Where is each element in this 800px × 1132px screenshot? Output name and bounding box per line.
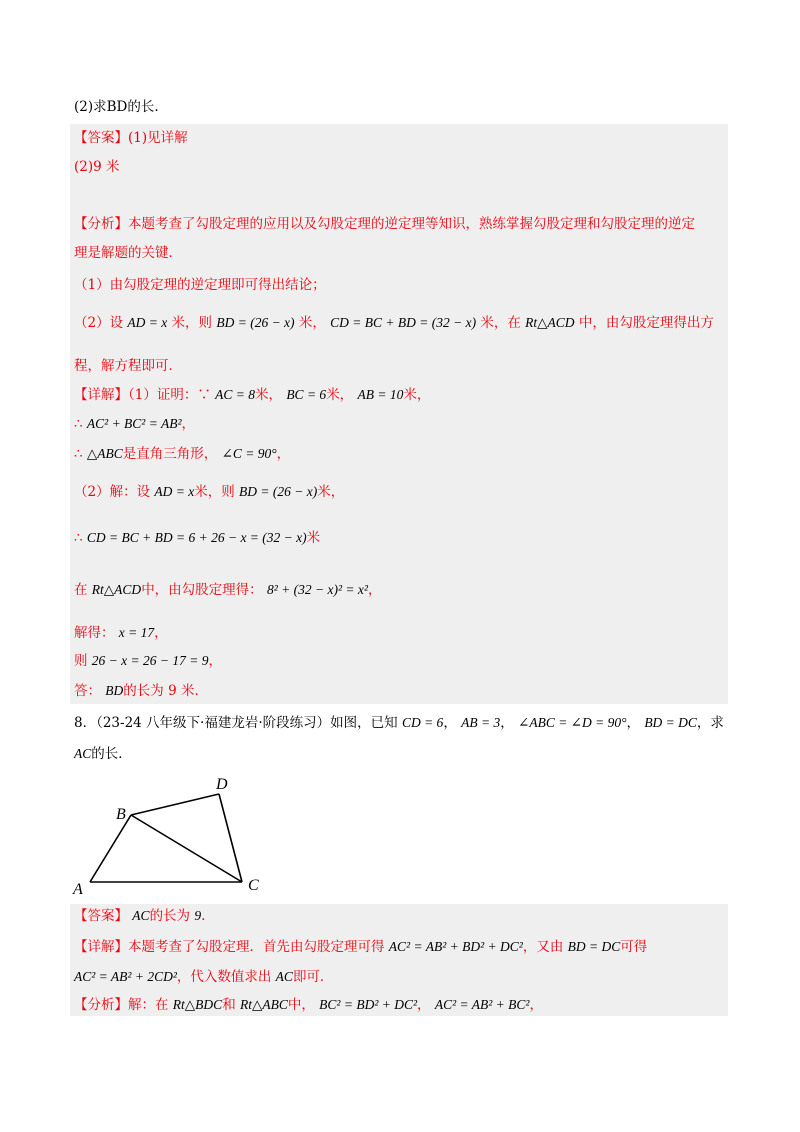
detail-2-line-2: AC² = AB² + 2CD²，代入数值求出 AC即可．	[74, 969, 334, 985]
analysis-line-2: 理是解题的关键．	[74, 245, 182, 261]
detail-line-2: ∴ AC² + BC² = AB²，	[74, 416, 196, 432]
detail-line-1: 【详解】（1）证明：∵ AC = 8米， BC = 6米， AB = 10米，	[74, 387, 431, 403]
label-b: B	[116, 806, 126, 823]
label-c: C	[248, 877, 259, 894]
detail-line-3: ∴ △ABC是直角三角形， ∠C = 90°，	[74, 446, 291, 462]
detail-line-7: 解得： x = 17，	[74, 625, 168, 641]
figure-lines	[90, 794, 242, 882]
label-a: A	[73, 881, 83, 898]
geometry-figure	[70, 770, 270, 900]
label-d: D	[216, 776, 228, 793]
detail-line-6: 在 Rt△ACD中，由勾股定理得： 8² + (32 − x)² = x²，	[74, 582, 382, 598]
segment-bc	[131, 815, 242, 882]
segment-dc	[219, 794, 242, 882]
analysis-2: 【分析】解：在 Rt△BDC和 Rt△ABC中， BC² = BD² + DC²， AC² = AB² + BC²，	[74, 997, 543, 1013]
answer-line-1: 【答案】(1)见详解	[74, 130, 188, 146]
analysis-line-5: 程，解方程即可．	[74, 358, 182, 374]
detail-line-5: ∴ CD = BC + BD = 6 + 26 − x = (32 − x)米	[74, 530, 321, 546]
detail-2-line-1: 【详解】本题考查了勾股定理．首先由勾股定理可得 AC² = AB² + BD² + DC²，又由 BD = DC可得	[74, 939, 648, 955]
analysis-line-4: （2）设 AD = x 米，则 BD = (26 − x) 米， CD = BC + BD = (32 − x) 米，在 Rt△ACD 中，由勾股定理得出方	[74, 315, 714, 331]
segment-ab	[90, 815, 131, 882]
analysis-line-3: （1）由勾股定理的逆定理即可得出结论；	[74, 277, 326, 293]
detail-line-4: （2）解：设 AD = x米，则 BD = (26 − x)米，	[74, 484, 345, 500]
detail-line-8: 则 26 − x = 26 − 17 = 9，	[74, 653, 222, 669]
analysis-line-1: 【分析】本题考查了勾股定理的应用以及勾股定理的逆定理等知识，熟练掌握勾股定理和勾股定理的逆定	[74, 216, 695, 232]
detail-line-9: 答： BD的长为 9 米．	[74, 683, 208, 699]
question-8-line-2: AC的长．	[74, 746, 132, 762]
question-2: (2)求BD的长.	[74, 99, 159, 115]
question-8-line-1: 8．（23-24 八年级下·福建龙岩·阶段练习）如图，已知 CD = 6， AB = 3， ∠ABC = ∠D = 90°， BD = DC，求	[74, 715, 724, 731]
answer-line-2: (2)9 米	[74, 159, 120, 175]
answer-2: 【答案】 AC的长为 9.	[74, 908, 206, 924]
segment-bd	[131, 794, 219, 815]
